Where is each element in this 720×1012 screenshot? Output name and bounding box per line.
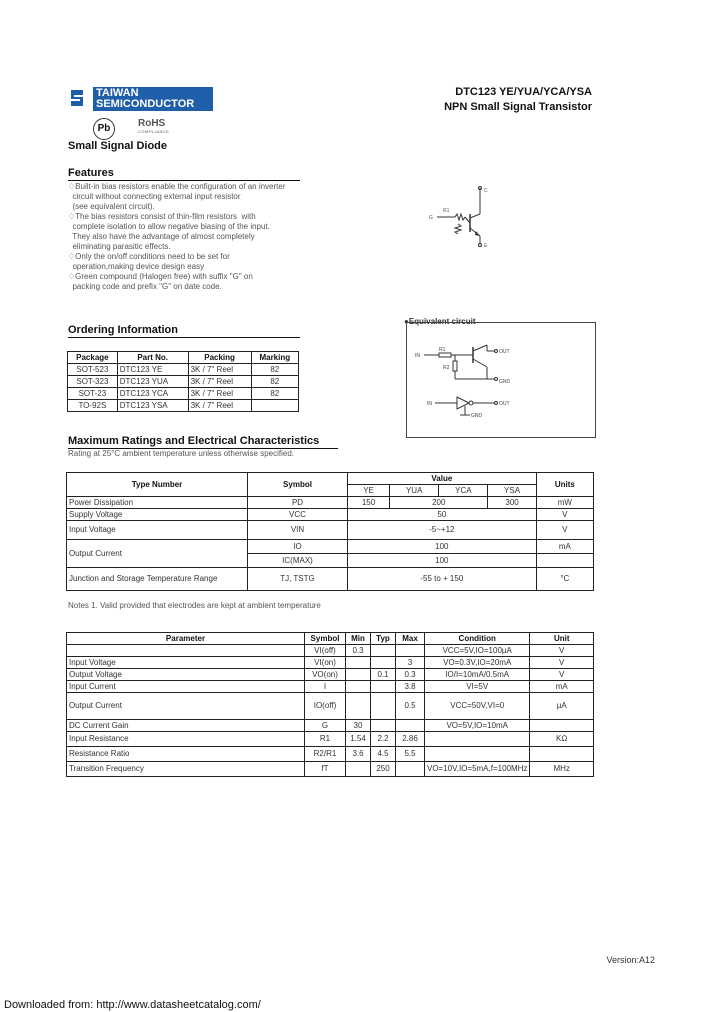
cell: DTC123 YE bbox=[117, 364, 188, 376]
cell: IO/I=10mA/0.5mA bbox=[425, 669, 530, 681]
company-name: TAIWAN SEMICONDUCTOR bbox=[93, 87, 213, 111]
cell bbox=[396, 645, 425, 657]
cell: mA bbox=[530, 681, 594, 693]
cell: DC Current Gain bbox=[67, 720, 305, 732]
col-unit: Unit bbox=[530, 633, 594, 645]
cell: SOT-523 bbox=[68, 364, 118, 376]
cell: TJ, TSTG bbox=[248, 568, 348, 591]
col-symbol: Symbol bbox=[305, 633, 346, 645]
col-symbol: Symbol bbox=[248, 473, 348, 497]
cell: 150 bbox=[348, 497, 390, 509]
transistor-symbol bbox=[425, 184, 505, 254]
cell: G bbox=[305, 720, 346, 732]
cell: VIN bbox=[248, 521, 348, 540]
symbol-g-label: G bbox=[429, 215, 433, 221]
cell: VO=5V,IO=10mA bbox=[425, 720, 530, 732]
cell: Output Current bbox=[67, 540, 248, 568]
symbol-e-label: E bbox=[484, 243, 488, 249]
table-row bbox=[67, 747, 594, 762]
sub-col: YE bbox=[348, 485, 390, 497]
cell bbox=[346, 693, 371, 720]
cell: 0.3 bbox=[346, 645, 371, 657]
cell: Input Resistance bbox=[67, 732, 305, 747]
cell bbox=[530, 720, 594, 732]
cell: 30 bbox=[346, 720, 371, 732]
cell: VCC bbox=[248, 509, 348, 521]
col-value: Value bbox=[348, 473, 537, 485]
table-row bbox=[67, 540, 594, 554]
table-row bbox=[67, 762, 594, 777]
col-part-no: Part No. bbox=[117, 352, 188, 364]
col-parameter: Parameter bbox=[67, 633, 305, 645]
cell: MHz bbox=[530, 762, 594, 777]
cell: Resistance Ratio bbox=[67, 747, 305, 762]
table-row bbox=[67, 693, 594, 720]
cell bbox=[251, 400, 298, 412]
symbol-c-label: C bbox=[484, 188, 488, 194]
cell bbox=[396, 762, 425, 777]
cell: IO(off) bbox=[305, 693, 346, 720]
ratings-heading: Maximum Ratings and Electrical Characteristics bbox=[68, 435, 320, 447]
cell: V bbox=[530, 669, 594, 681]
cell bbox=[371, 693, 396, 720]
cell: VCC=5V,IO=100µA bbox=[425, 645, 530, 657]
cell: I bbox=[305, 681, 346, 693]
feature-line: circuit without connecting external input resistor bbox=[68, 192, 241, 201]
cell: Supply Voltage bbox=[67, 509, 248, 521]
features-heading: Features bbox=[68, 167, 114, 179]
cell: 82 bbox=[251, 364, 298, 376]
cell: PD bbox=[248, 497, 348, 509]
cell: Output Current bbox=[67, 693, 305, 720]
cell: DTC123 YUA bbox=[117, 376, 188, 388]
equivalent-circuit-label: ●Equivalent circuit bbox=[404, 317, 476, 326]
equivalent-circuit-box bbox=[406, 322, 596, 438]
cell: V bbox=[536, 509, 593, 521]
cell bbox=[346, 681, 371, 693]
rohs-mark: RoHS bbox=[138, 118, 166, 129]
table-row bbox=[68, 376, 299, 388]
feature-line: ♢Only the on/off conditions need to be set for bbox=[68, 252, 230, 261]
cell: VI=5V bbox=[425, 681, 530, 693]
cell: mW bbox=[536, 497, 593, 509]
category-heading: Small Signal Diode bbox=[68, 140, 168, 152]
cell: 2.86 bbox=[396, 732, 425, 747]
table-row bbox=[68, 364, 299, 376]
col-condition: Condition bbox=[425, 633, 530, 645]
sub-col: YSA bbox=[488, 485, 536, 497]
cell: DTC123 YCA bbox=[117, 388, 188, 400]
cell: IO bbox=[248, 540, 348, 554]
cell bbox=[536, 554, 593, 568]
cell bbox=[371, 645, 396, 657]
cell: 3.6 bbox=[346, 747, 371, 762]
table-row bbox=[67, 645, 594, 657]
ratings-note: Rating at 25°C ambient temperature unless otherwise specified. bbox=[68, 449, 294, 458]
ordering-rule bbox=[68, 337, 300, 338]
part-subtitle: NPN Small Signal Transistor bbox=[444, 101, 592, 113]
cell: 82 bbox=[251, 388, 298, 400]
cell bbox=[396, 720, 425, 732]
table-row bbox=[67, 681, 594, 693]
cell: -55 to + 150 bbox=[348, 568, 537, 591]
cell: 3 bbox=[396, 657, 425, 669]
cell: IC(MAX) bbox=[248, 554, 348, 568]
table-row bbox=[67, 732, 594, 747]
feature-line: eliminating parasitic effects. bbox=[68, 242, 171, 251]
cell: 100 bbox=[348, 554, 537, 568]
cell: 3K / 7" Reel bbox=[188, 388, 251, 400]
cell bbox=[371, 720, 396, 732]
eq-in-label-2: IN bbox=[427, 401, 432, 407]
cell: 2.2 bbox=[371, 732, 396, 747]
feature-line: (see equivalent circuit). bbox=[68, 202, 155, 211]
cell: VO=0.3V,IO=20mA bbox=[425, 657, 530, 669]
cell: V bbox=[536, 521, 593, 540]
feature-line: ♢The bias resistors consist of thin-film resistors with bbox=[68, 212, 256, 221]
electrical-table bbox=[66, 632, 594, 777]
sub-col: YCA bbox=[439, 485, 488, 497]
cell: mA bbox=[536, 540, 593, 554]
cell bbox=[346, 657, 371, 669]
cell: V bbox=[530, 645, 594, 657]
cell: 3K / 7" Reel bbox=[188, 400, 251, 412]
cell bbox=[346, 762, 371, 777]
cell: SOT-323 bbox=[68, 376, 118, 388]
feature-line: ♢Green compound (Halogen free) with suffix "G" on bbox=[68, 272, 253, 281]
feature-line: complete isolation to allow negative biasing of the input. bbox=[68, 222, 270, 231]
ratings-table bbox=[66, 472, 594, 591]
col-type-number: Type Number bbox=[67, 473, 248, 497]
cell bbox=[425, 747, 530, 762]
table-row bbox=[67, 521, 594, 540]
equivalent-circuit-diagram bbox=[407, 323, 595, 437]
cell: VI(on) bbox=[305, 657, 346, 669]
cell: Input Voltage bbox=[67, 657, 305, 669]
cell: SOT-23 bbox=[68, 388, 118, 400]
cell: VCC=50V,VI=0 bbox=[425, 693, 530, 720]
part-title: DTC123 YE/YUA/YCA/YSA bbox=[455, 86, 592, 98]
cell: 3K / 7" Reel bbox=[188, 376, 251, 388]
cell: 82 bbox=[251, 376, 298, 388]
cell bbox=[371, 681, 396, 693]
cell: 1.54 bbox=[346, 732, 371, 747]
cell: µA bbox=[530, 693, 594, 720]
cell: fT bbox=[305, 762, 346, 777]
download-footer-link[interactable]: Downloaded from: http://www.datasheetcatalog.com/ bbox=[4, 999, 261, 1011]
cell: 5.5 bbox=[396, 747, 425, 762]
col-packing: Packing bbox=[188, 352, 251, 364]
sub-col: YUA bbox=[390, 485, 439, 497]
electrical-header-row bbox=[67, 633, 594, 645]
eq-r1-label: R1 bbox=[439, 347, 446, 353]
cell: 50 bbox=[348, 509, 537, 521]
cell: 250 bbox=[371, 762, 396, 777]
cell: 100 bbox=[348, 540, 537, 554]
cell: Power Dissipation bbox=[67, 497, 248, 509]
company-logo bbox=[69, 86, 87, 110]
cell: VO(on) bbox=[305, 669, 346, 681]
eq-r2-label: R2 bbox=[443, 365, 450, 371]
eq-out-label-1: OUT bbox=[499, 349, 510, 355]
cell bbox=[346, 669, 371, 681]
cell bbox=[425, 732, 530, 747]
table-row bbox=[68, 400, 299, 412]
cell: Junction and Storage Temperature Range bbox=[67, 568, 248, 591]
cell: Output Voltage bbox=[67, 669, 305, 681]
cell: R2/R1 bbox=[305, 747, 346, 762]
table-row bbox=[67, 657, 594, 669]
cell: R1 bbox=[305, 732, 346, 747]
cell: 0.3 bbox=[396, 669, 425, 681]
eq-out-label-2: OUT bbox=[499, 401, 510, 407]
cell: 200 bbox=[390, 497, 488, 509]
cell bbox=[371, 657, 396, 669]
cell: V bbox=[530, 657, 594, 669]
cell: 3K / 7" Reel bbox=[188, 364, 251, 376]
col-typ: Typ bbox=[371, 633, 396, 645]
cell: Input Current bbox=[67, 681, 305, 693]
feature-line: operation,making device design easy bbox=[68, 262, 205, 271]
col-max: Max bbox=[396, 633, 425, 645]
cell: DTC123 YSA bbox=[117, 400, 188, 412]
feature-line: ♢Built-in bias resistors enable the configuration of an inverter bbox=[68, 182, 286, 191]
ordering-heading: Ordering Information bbox=[68, 324, 178, 336]
cell: VO=10V,IO=5mA,f=100MHz bbox=[425, 762, 530, 777]
feature-line: packing code and prefix "G" on date code. bbox=[68, 282, 222, 291]
table-row bbox=[68, 388, 299, 400]
eq-gnd-label-2: GND bbox=[471, 413, 483, 419]
col-min: Min bbox=[346, 633, 371, 645]
cell: KΩ bbox=[530, 732, 594, 747]
col-package: Package bbox=[68, 352, 118, 364]
feature-line: They also have the advantage of almost completely bbox=[68, 232, 255, 241]
table-row bbox=[67, 720, 594, 732]
cell: Input Voltage bbox=[67, 521, 248, 540]
ordering-table bbox=[67, 351, 299, 412]
col-units: Units bbox=[536, 473, 593, 497]
cell bbox=[530, 747, 594, 762]
cell: °C bbox=[536, 568, 593, 591]
cell: -5~+12 bbox=[348, 521, 537, 540]
table-row bbox=[67, 669, 594, 681]
cell: Transition Frequency bbox=[67, 762, 305, 777]
ordering-header-row bbox=[68, 352, 299, 364]
cell: 3.8 bbox=[396, 681, 425, 693]
features-list bbox=[68, 182, 308, 292]
cell: 0.5 bbox=[396, 693, 425, 720]
symbol-r1-label: R1 bbox=[443, 208, 450, 214]
eq-gnd-label-1: GND bbox=[499, 379, 511, 385]
col-marking: Marking bbox=[251, 352, 298, 364]
rohs-subtext: COMPLIANCE bbox=[138, 129, 170, 134]
table-row bbox=[67, 509, 594, 521]
cell: TO-92S bbox=[68, 400, 118, 412]
cell bbox=[67, 645, 305, 657]
cell: VI(off) bbox=[305, 645, 346, 657]
cell: 300 bbox=[488, 497, 536, 509]
table-row bbox=[67, 568, 594, 591]
cell: 0.1 bbox=[371, 669, 396, 681]
features-rule bbox=[68, 180, 300, 181]
eq-in-label-1: IN bbox=[415, 353, 420, 359]
cell: 4.5 bbox=[371, 747, 396, 762]
version-label: Version:A12 bbox=[606, 955, 655, 965]
pb-free-mark: Pb bbox=[93, 118, 115, 140]
ratings-notes: Notes 1. Valid provided that electrodes are kept at ambient temperature bbox=[68, 601, 321, 610]
table-row bbox=[67, 497, 594, 509]
